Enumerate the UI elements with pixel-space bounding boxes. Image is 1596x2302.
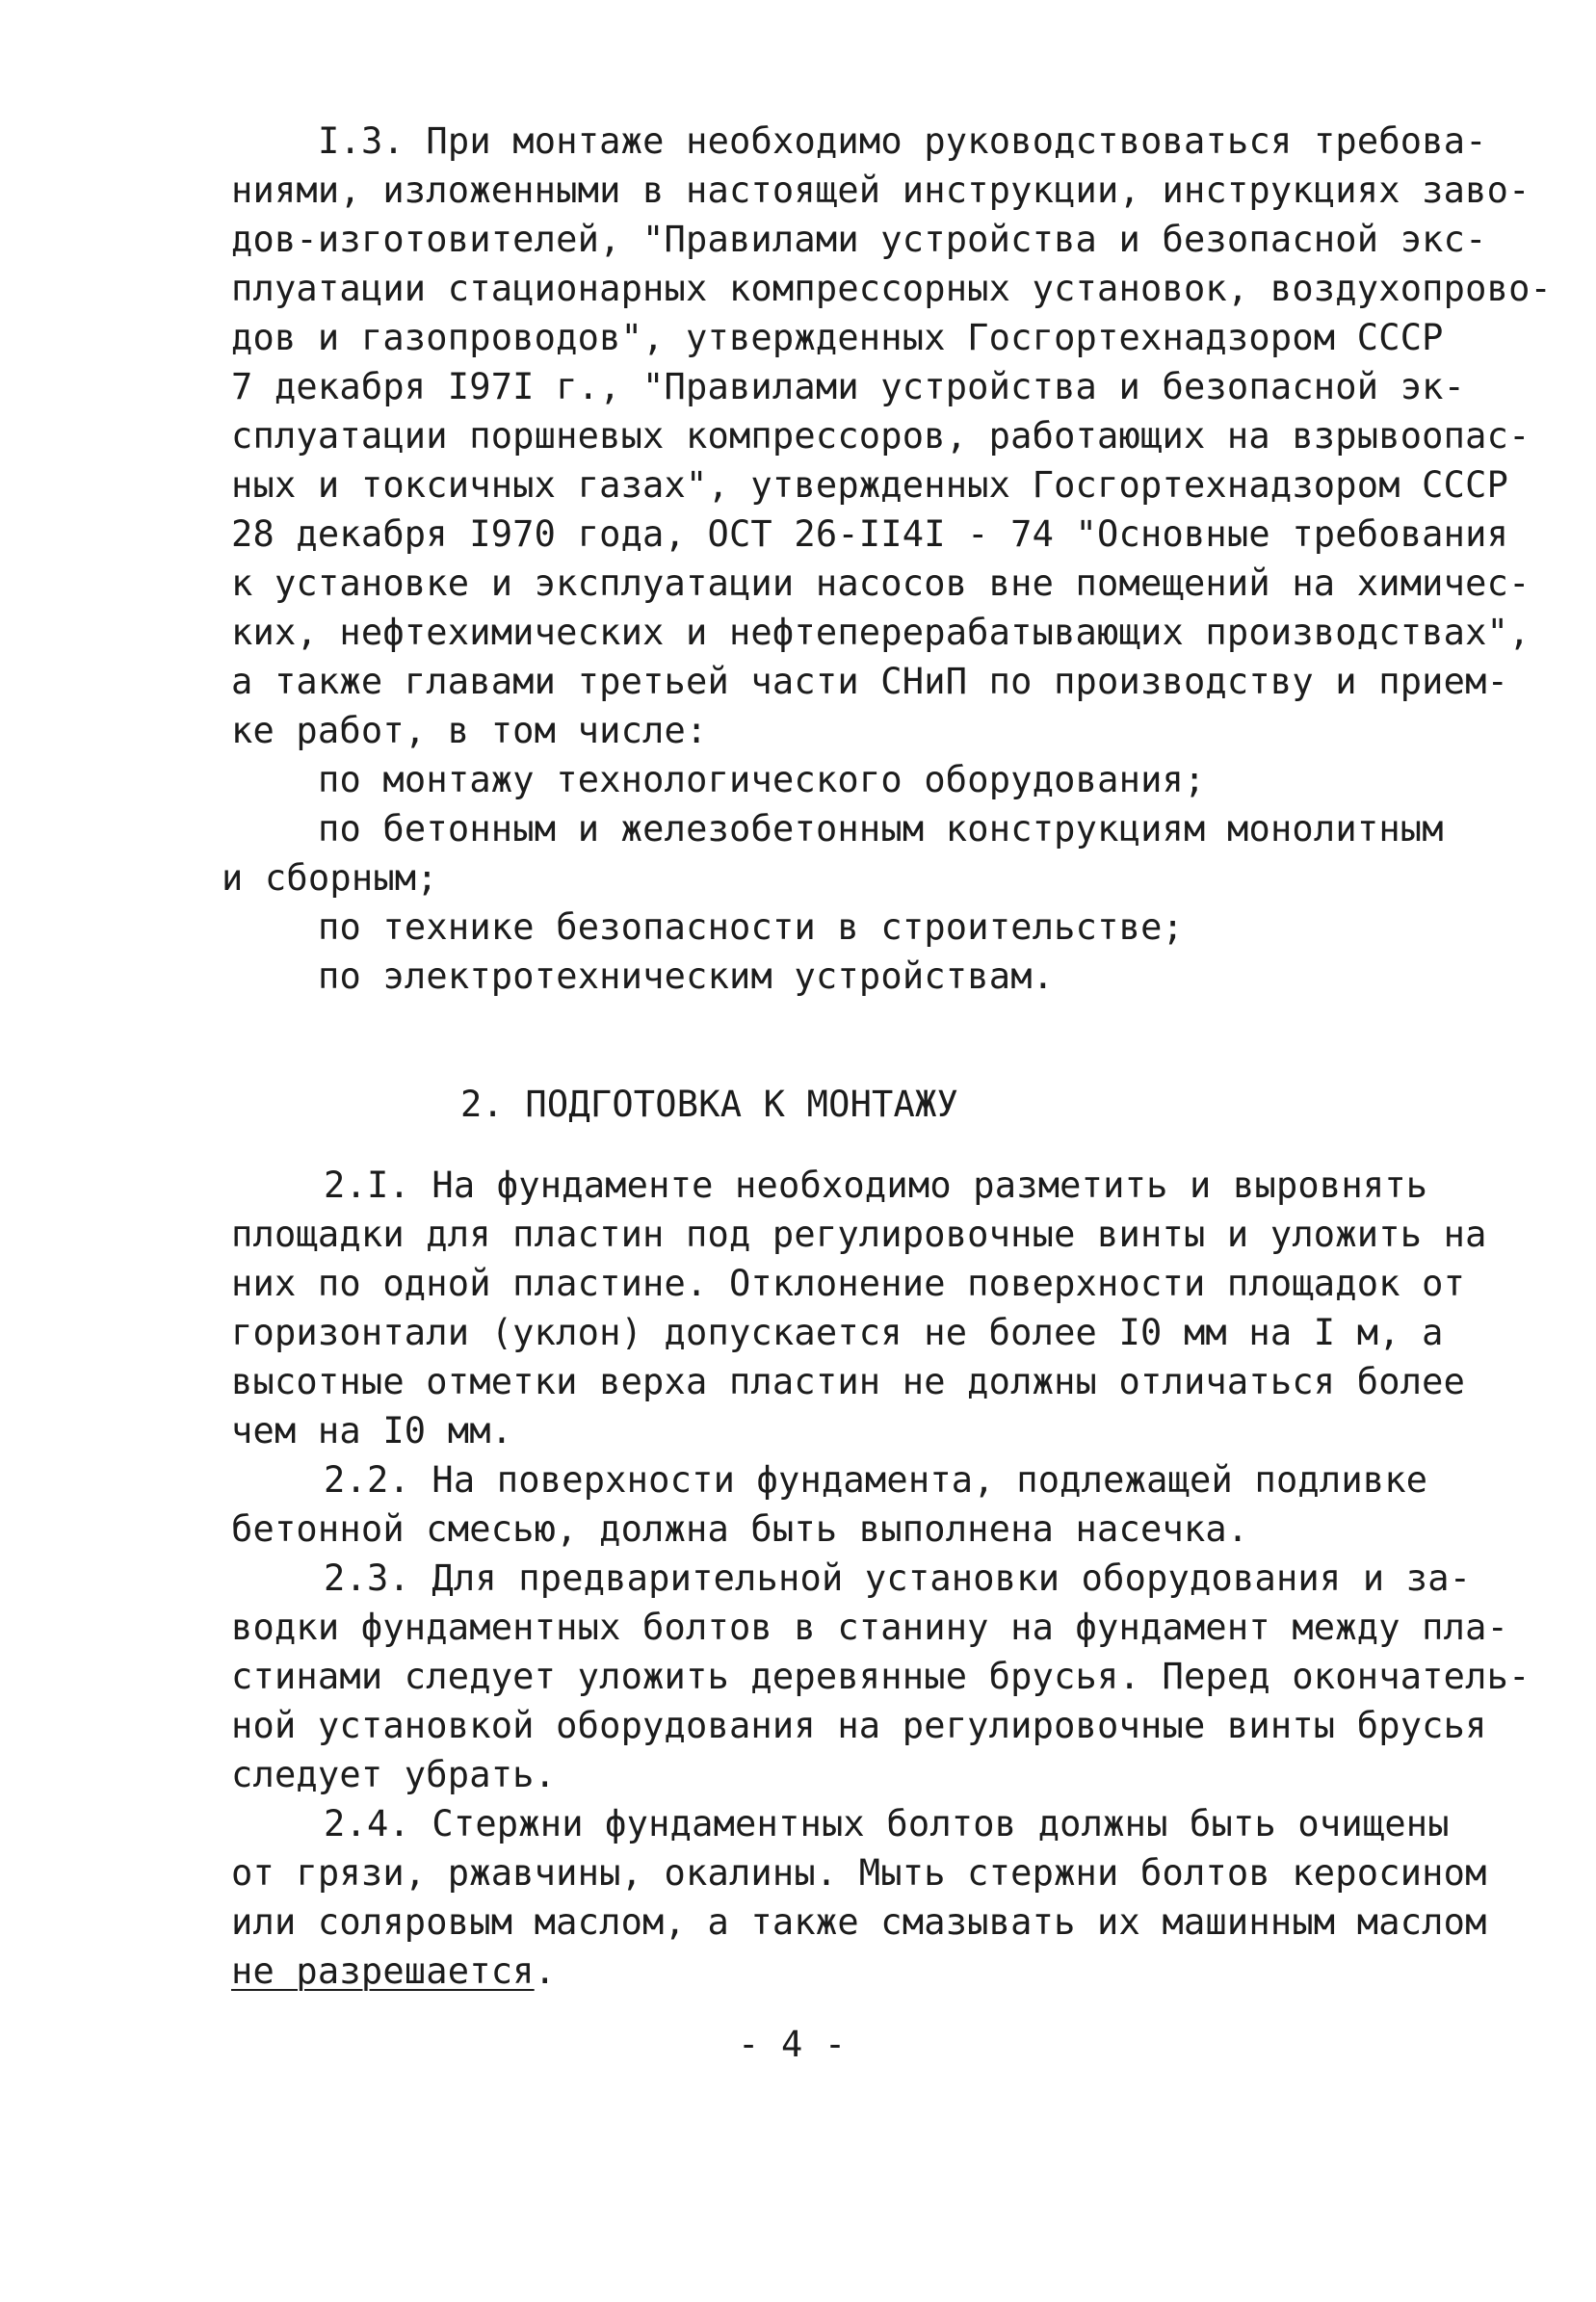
emphasized-text: не разрешается — [231, 1950, 535, 1992]
paragraph-line: ных и токсичных газах", утвержденных Госгортехнадзором СССР — [231, 464, 1509, 506]
paragraph-line: стинами следует уложить деревянные брусья. Перед окончатель- — [231, 1656, 1531, 1697]
paragraph-line: высотные отметки верха пластин не должны отличаться более — [231, 1361, 1466, 1402]
paragraph-line: чем на I0 мм. — [231, 1410, 513, 1452]
paragraph-line: 7 декабря I97I г., "Правилами устройства и безопасной эк- — [231, 366, 1466, 407]
paragraph-line: 28 декабря I970 года, ОСТ 26-II4I - 74 "Основные требования — [231, 513, 1509, 555]
paragraph-line: или соляровым маслом, а также смазывать их машинным маслом — [231, 1901, 1487, 1943]
list-item: по электротехническим устройствам. — [318, 955, 1055, 997]
paragraph-line: а также главами третьей части СНиП по производству и прием- — [231, 661, 1509, 702]
paragraph-line: площадки для пластин под регулировочные винты и уложить на — [231, 1214, 1487, 1255]
paragraph-line: ких, нефтехимических и нефтеперерабатывающих производствах", — [231, 612, 1531, 653]
section-heading: 2. ПОДГОТОВКА К МОНТАЖУ — [460, 1084, 958, 1125]
paragraph-line: 2.2. На поверхности фундамента, подлежащей подливке — [324, 1459, 1428, 1501]
paragraph-line: дов и газопроводов", утвержденных Госгортехнадзором СССР — [231, 317, 1444, 358]
list-item: по монтажу технологического оборудования; — [318, 759, 1206, 800]
paragraph-line: плуатации стационарных компрессорных установок, воздухопрово- — [231, 268, 1553, 309]
paragraph-line: ке работ, в том числе: — [231, 710, 708, 751]
paragraph-line: к установке и эксплуатации насосов вне помещений на химичес- — [231, 562, 1531, 604]
paragraph-line: ной установкой оборудования на регулировочные винты брусья — [231, 1705, 1487, 1746]
paragraph-line: сплуатации поршневых компрессоров, работающих на взрывоопас- — [231, 415, 1531, 457]
list-item: по технике безопасности в строительстве; — [318, 906, 1185, 948]
list-item: по бетонным и железобетонным конструкциям монолитным — [318, 808, 1444, 850]
paragraph-line: I.3. При монтаже необходимо руководствоваться требова- — [318, 120, 1487, 162]
sentence-end: . — [534, 1950, 557, 1992]
paragraph-line: 2.I. На фундаменте необходимо разметить и выровнять — [324, 1164, 1428, 1206]
paragraph-line: них по одной пластине. Отклонение поверхности площадок от — [231, 1263, 1466, 1304]
paragraph-line: следует убрать. — [231, 1754, 557, 1795]
paragraph-line: водки фундаментных болтов в станину на фундамент между пла- — [231, 1607, 1509, 1648]
paragraph-line: ниями, изложенными в настоящей инструкции, инструкциях заво- — [231, 170, 1531, 211]
paragraph-line: от грязи, ржавчины, окалины. Мыть стержни болтов керосином — [231, 1852, 1487, 1894]
list-item-continuation: и сборным; — [222, 857, 438, 899]
paragraph-line: дов-изготовителей, "Правилами устройства и безопасной экс- — [231, 219, 1487, 260]
paragraph-line: бетонной смесью, должна быть выполнена насечка. — [231, 1508, 1249, 1550]
paragraph-line: 2.4. Стержни фундаментных болтов должны быть очищены — [324, 1803, 1450, 1844]
paragraph-line: горизонтали (уклон) допускается не более I0 мм на I м, а — [231, 1312, 1444, 1353]
paragraph-line-last — [231, 1948, 556, 1996]
paragraph-line: 2.3. Для предварительной установки оборудования и за- — [324, 1557, 1472, 1599]
page-number: - 4 - — [738, 2024, 847, 2065]
